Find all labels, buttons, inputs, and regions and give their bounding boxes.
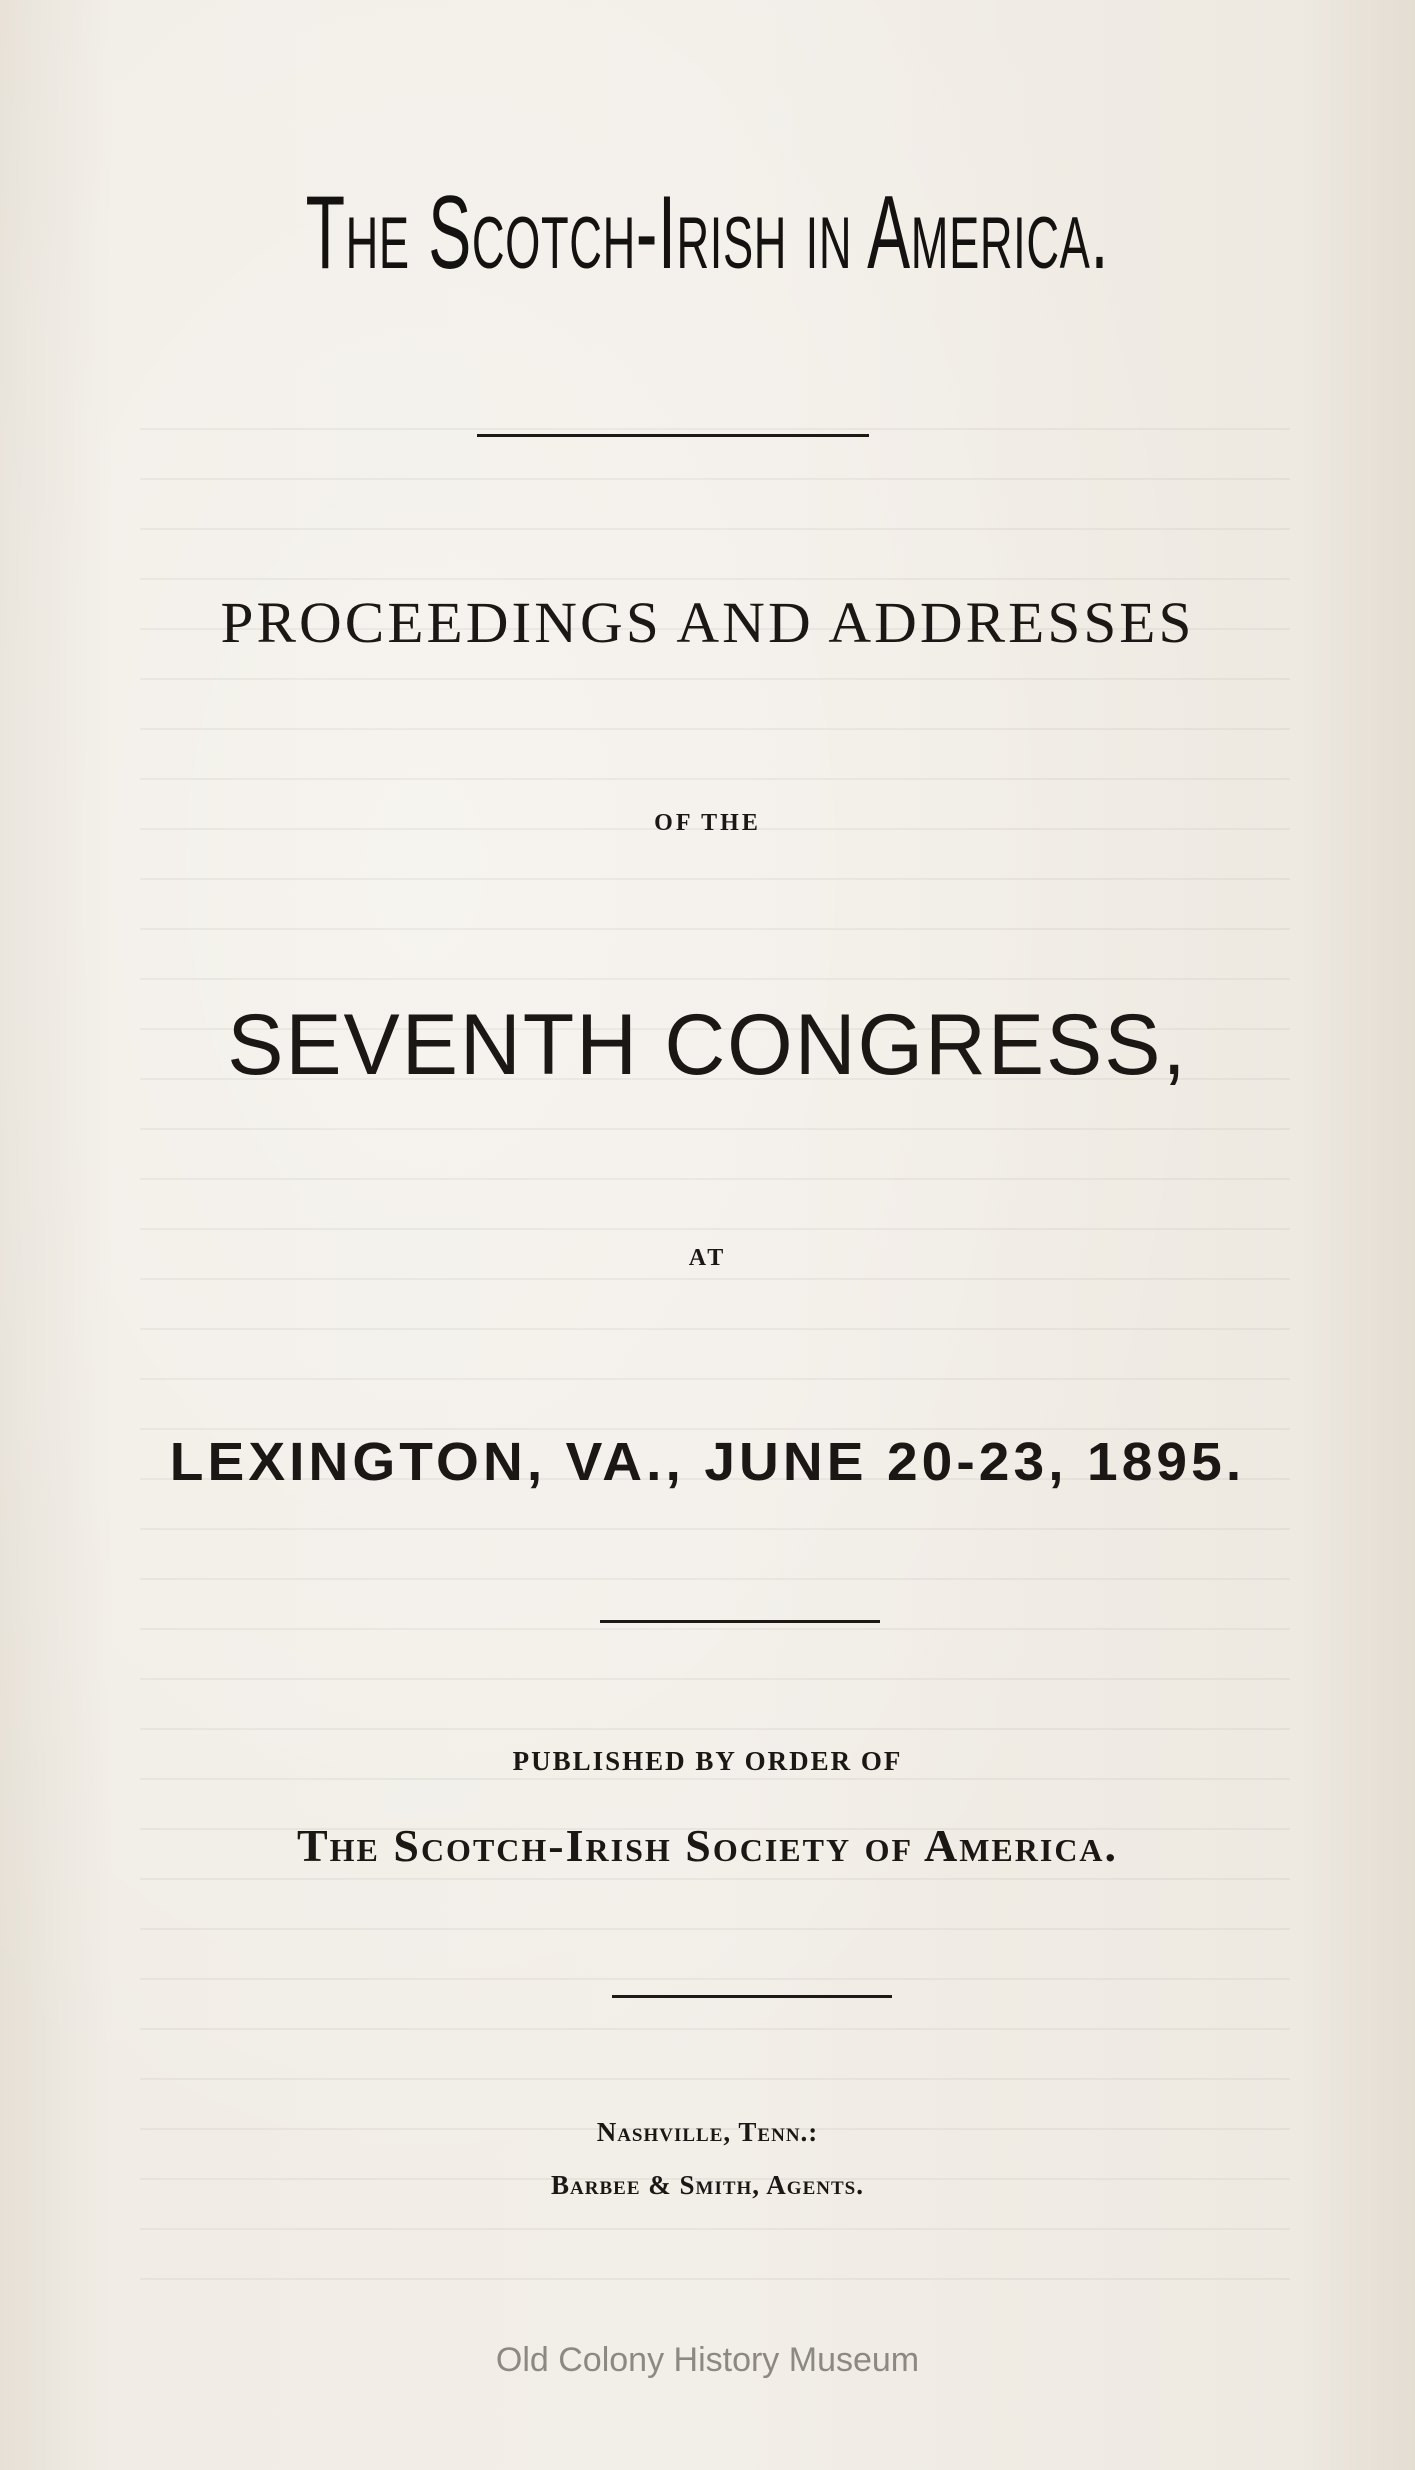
of-the-text: OF THE [654,810,761,836]
proceedings-heading: PROCEEDINGS AND ADDRESSES [220,590,1195,655]
location-date: LEXINGTON, VA., JUNE 20-23, 1895. [169,1432,1246,1492]
lower-rule [612,1995,892,1998]
imprint-city: Nashville, Tenn.: [596,2117,819,2147]
society-name: The Scotch-Irish Society of America. [296,1820,1119,1871]
published-by-text: PUBLISHED BY ORDER OF [512,1746,903,1776]
congress-heading: SEVENTH CONGRESS, [227,997,1188,1093]
main-title: The Scotch-Irish in America. [305,175,1110,291]
museum-watermark: Old Colony History Museum [495,2341,920,2379]
middle-rule [600,1620,880,1623]
imprint-agents: Barbee & Smith, Agents. [551,2170,864,2200]
title-rule [477,434,869,437]
at-text: AT [688,1245,727,1271]
